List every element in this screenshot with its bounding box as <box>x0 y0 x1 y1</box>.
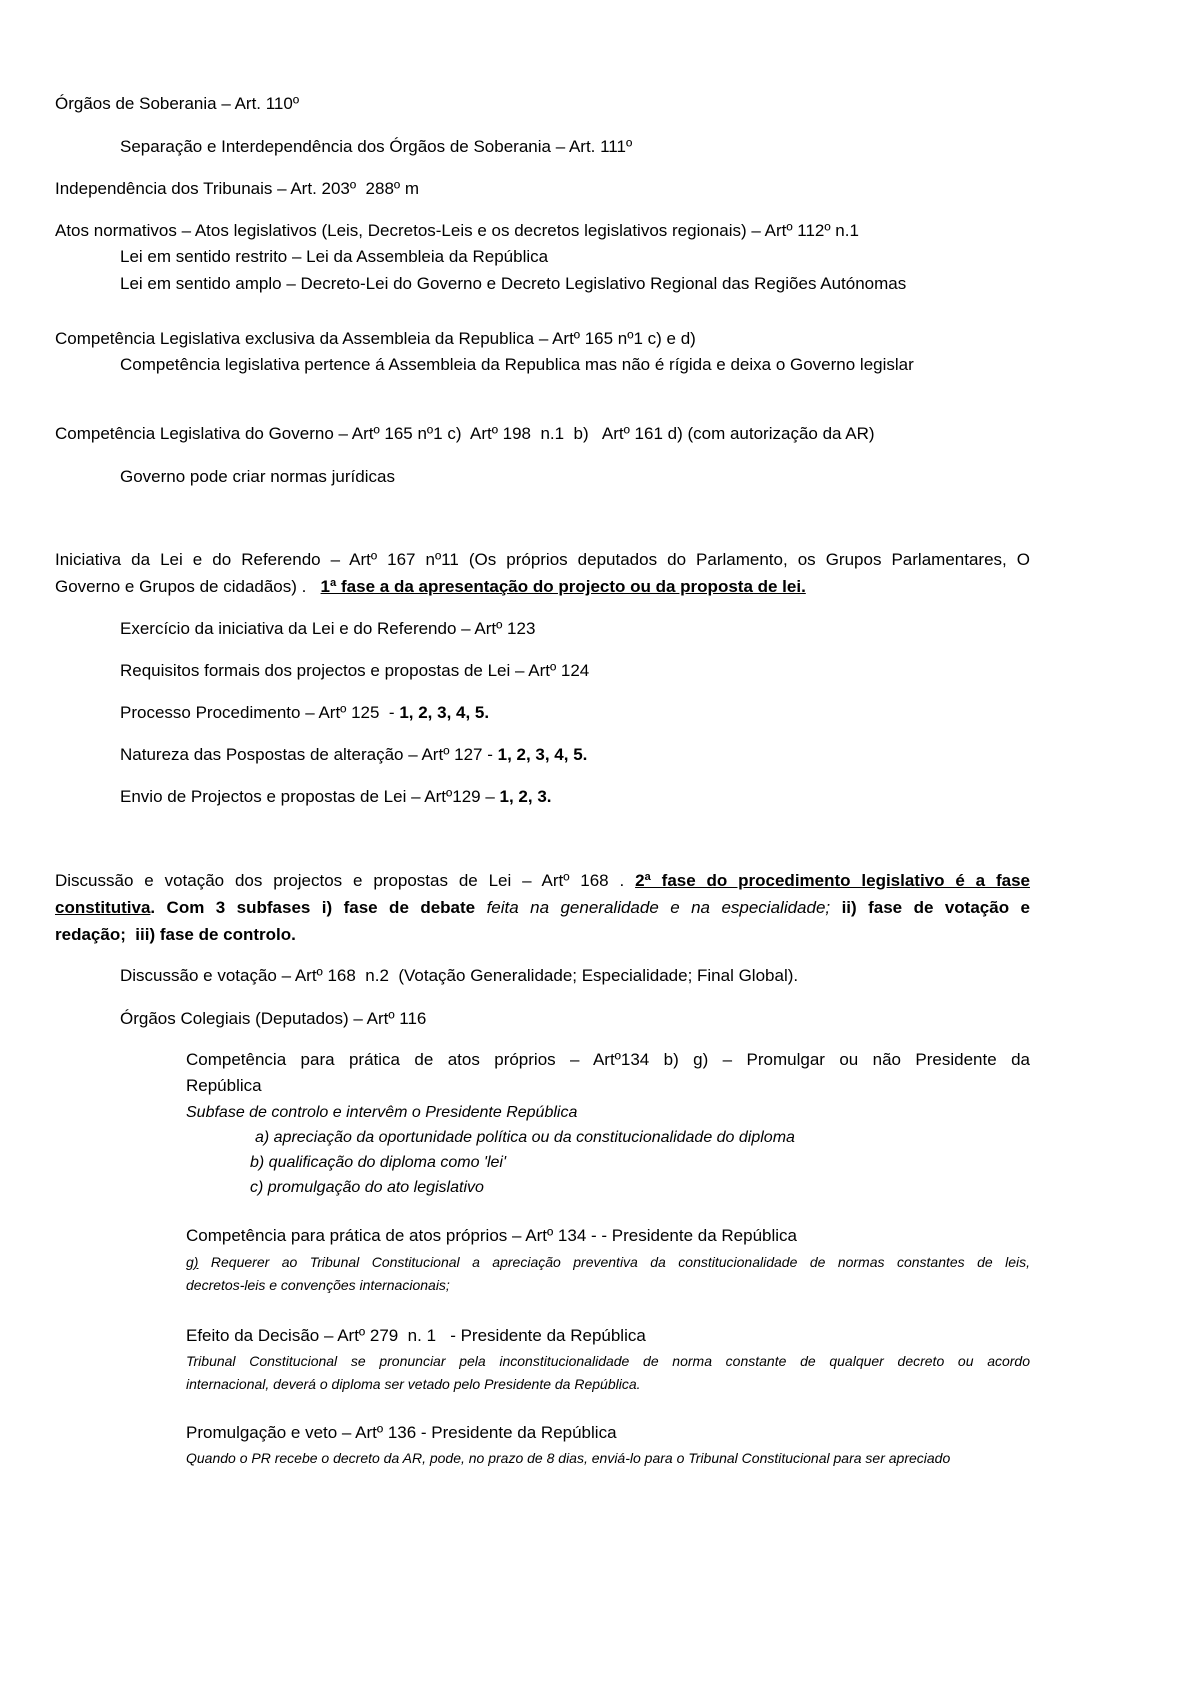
discussao-text: Discussão e votação dos projectos e propostas de Lei – Artº 168 . <box>55 871 625 890</box>
competencia-promulgar-title-end: República <box>186 1076 262 1095</box>
heading-competencia-governo: Competência Legislativa do Governo – Artº 165 nº1 c) Artº 198 n.1 b) Artº 161 d) (com autorização da AR) <box>55 424 875 443</box>
iniciativa-item <box>120 703 489 723</box>
heading-independencia-tribunais: Independência dos Tribunais – Art. 203º 288º m <box>55 179 419 198</box>
heading-orgaos-soberania: Órgãos de Soberania – Art. 110º <box>55 94 300 113</box>
heading-atos-normativos: Atos normativos – Atos legislativos (Leis, Decretos-Leis e os decretos legislativos regionais) – Artº 112º n.1 <box>55 221 859 240</box>
separacao-orgaos: Separação e Interdependência dos Órgãos de Soberania – Art. 111º <box>120 137 633 156</box>
subfase-controlo-note: Subfase de controlo e intervêm o Presidente República <box>186 1104 578 1121</box>
iniciativa-item <box>120 787 552 807</box>
promulgacao-veto-note: Quando o PR recebe o decreto da AR, pode, no prazo de 8 dias, enviá-lo para o Tribunal Constitucional para ser apreciado <box>186 1450 951 1466</box>
efeito-decisao-note-line2: internacional, deverá o diploma ser vetado pelo Presidente da República. <box>186 1376 641 1392</box>
lei-sentido-restrito: Lei em sentido restrito – Lei da Assembleia da República <box>120 247 549 266</box>
subfase-item: a) apreciação da oportunidade política ou da constitucionalidade do diploma <box>255 1129 795 1146</box>
competencia-tc-label: g) <box>186 1254 199 1270</box>
discussao-paragraph-line1 <box>55 871 1030 891</box>
subfase-item: b) qualificação do diploma como 'lei' <box>250 1154 507 1171</box>
iniciativa-item-text: Processo Procedimento – Artº 125 - <box>120 703 395 722</box>
iniciativa-text-end: Governo e Grupos de cidadãos) . <box>55 577 307 596</box>
iniciativa-item-numbers: 1, 2, 3, 4, 5. <box>497 745 588 764</box>
heading-competencia-exclusiva: Competência Legislativa exclusiva da Assembleia da Republica – Artº 165 nº1 c) e d) <box>55 329 696 348</box>
iniciativa-paragraph-line2 <box>55 577 806 597</box>
iniciativa-paragraph-line1: Iniciativa da Lei e do Referendo – Artº 167 nº11 (Os próprios deputados do Parlamento, os Grupos Parlamentares, O <box>55 550 1030 569</box>
orgaos-colegiais: Órgãos Colegiais (Deputados) – Artº 116 <box>120 1009 427 1028</box>
discussao-paragraph-line3: redação; iii) fase de controlo. <box>55 925 296 944</box>
iniciativa-item: Exercício da iniciativa da Lei e do Referendo – Artº 123 <box>120 619 536 638</box>
discussao-fase-highlight: 2ª fase do procedimento legislativo é a fase <box>635 871 1030 890</box>
iniciativa-item-numbers: 1, 2, 3, 4, 5. <box>399 703 490 722</box>
competencia-promulgar-title: Competência para prática de atos próprios – Artº134 b) g) – Promulgar ou não Presidente da <box>186 1050 1030 1069</box>
lei-sentido-amplo: Lei em sentido amplo – Decreto-Lei do Governo e Decreto Legislativo Regional das Regiões Autónomas <box>120 274 907 293</box>
discussao-subfases: . Com 3 subfases i) fase de debate <box>150 898 476 917</box>
iniciativa-fase-highlight: 1ª fase a da apresentação do projecto ou da proposta de lei. <box>320 577 806 596</box>
discussao-votacao: ii) fase de votação e <box>841 898 1030 917</box>
iniciativa-item <box>120 745 587 765</box>
subfase-item: c) promulgação do ato legislativo <box>250 1179 484 1196</box>
iniciativa-item-numbers: 1, 2, 3. <box>499 787 552 806</box>
competencia-tc-text: Requerer ao Tribunal Constitucional a apreciação preventiva da constitucionalidade de normas constantes de leis, <box>210 1254 1031 1270</box>
discussao-votacao-artigo: Discussão e votação – Artº 168 n.2 (Votação Generalidade; Especialidade; Final Global). <box>120 966 799 985</box>
competencia-tc-title: Competência para prática de atos próprios – Artº 134 - - Presidente da República <box>186 1226 797 1245</box>
iniciativa-item-text: Natureza das Pospostas de alteração – Artº 127 - <box>120 745 493 764</box>
competencia-exclusiva-note: Competência legislativa pertence á Assembleia da Republica mas não é rígida e deixa o Governo legislar <box>120 355 914 374</box>
iniciativa-item-text: Envio de Projectos e propostas de Lei – Artº129 – <box>120 787 495 806</box>
promulgacao-veto-title: Promulgação e veto – Artº 136 - Presidente da República <box>186 1423 617 1442</box>
competencia-governo-note: Governo pode criar normas jurídicas <box>120 467 395 486</box>
efeito-decisao-note-line1: Tribunal Constitucional se pronunciar pela inconstitucionalidade de norma constante de qualquer decreto ou acordo <box>186 1353 1030 1369</box>
competencia-tc-note-line1 <box>186 1253 1030 1271</box>
discussao-fase-highlight-end: constitutiva <box>55 898 151 917</box>
efeito-decisao-title: Efeito da Decisão – Artº 279 n. 1 - Presidente da República <box>186 1326 646 1345</box>
discussao-paragraph-line2 <box>55 898 1030 918</box>
discussao-debate-detail: feita na generalidade e na especialidade; <box>486 898 831 917</box>
iniciativa-item: Requisitos formais dos projectos e propostas de Lei – Artº 124 <box>120 661 590 680</box>
competencia-tc-note-line2: decretos-leis e convenções internacionais; <box>186 1277 450 1293</box>
